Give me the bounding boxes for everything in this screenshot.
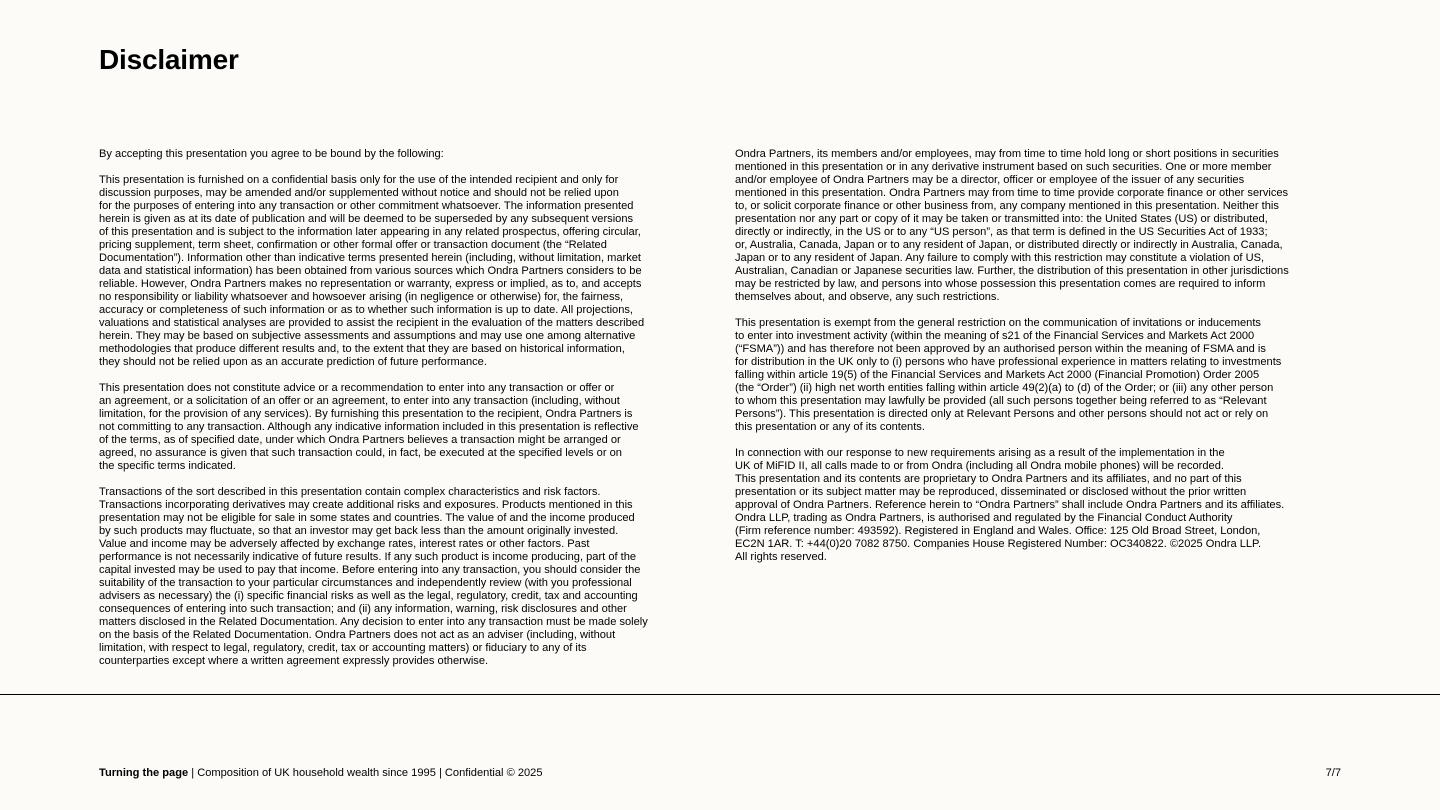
paragraph-line: In connection with our response to new requirements arising as a result of the implementation in the [735,447,1225,459]
paragraph-line: or, Australia, Canada, Japan or to any resident of Japan, or distributed directly or indirectly in Australia, Canada, [735,239,1283,251]
paragraph-line: on the basis of the Related Documentation. Ondra Partners does not act as an adviser (including, without [99,629,616,641]
paragraph-line: valuations and statistical analyses are provided to assist the recipient in the evaluation of the matters described [99,317,645,329]
disclaimer-paragraph [99,486,648,668]
disclaimer-paragraph [99,148,648,161]
paragraph-line: pricing supplement, term sheet, confirmation or other formal offer or transaction document (the “Related [99,239,607,251]
paragraph-line: of the terms, as of specified date, under which Ondra Partners believes a transaction might be arranged or [99,434,621,446]
disclaimer-left-column [99,148,648,681]
paragraph-line: approval of Ondra Partners. Reference herein to “Ondra Partners” shall include Ondra Partners and its affiliates. [735,499,1285,511]
paragraph-line: directly or indirectly, in the US or to any “US person”, as that term is defined in the US Securities Act of 1933; [735,226,1268,238]
page-title: Disclaimer [99,44,239,75]
paragraph-line: by such products may fluctuate, so that an investor may get back less than the amount originally invested. [99,525,619,537]
paragraph-line: accuracy or completeness of such information or as to whether such information is up to date. All projections, [99,304,634,316]
paragraph-line: they should not be relied upon as an accurate prediction of future performance. [99,356,487,368]
paragraph-line: this presentation or any of its contents. [735,421,925,433]
paragraph-line: discussion purposes, may be amended and/or supplemented without notice and should not be relied upon [99,187,619,199]
paragraph-line: data and statistical information) has been obtained from various sources which Ondra Partners considers to be [99,265,642,277]
paragraph-line: (the “Order”) (ii) high net worth entities falling within article 49(2)(a) to (d) of the Order; or (iii) any other person [735,382,1274,394]
paragraph-line: no responsibility or liability whatsoever and howsoever arising (in negligence or otherwise) for, the fairness, [99,291,624,303]
paragraph-line: to, or solicit corporate finance or other business from, any company mentioned in this presentation. Neither this [735,200,1279,212]
paragraph-line: Transactions incorporating derivatives may create additional risks and exposures. Products mentioned in this [99,499,633,511]
paragraph-line: advisers as necessary) the (i) specific financial risks as well as the legal, regulatory, credit, tax and accounting [99,590,638,602]
footer-text [99,766,543,780]
paragraph-line: herein is given as at its date of publication and will be deemed to be superseded by any subsequent versions [99,213,634,225]
paragraph-line: to whom this presentation may lawfully be provided (all such persons together being referred to as “Relevant [735,395,1267,407]
footer-details: | Composition of UK household wealth since 1995 | Confidential © 2025 [188,767,543,779]
disclaimer-paragraph [735,317,1289,434]
disclaimer-paragraph [735,447,1289,564]
paragraph-line: and/or employee of Ondra Partners may be a director, officer or employee of the issuer of any securities [735,174,1245,186]
paragraph-line: performance is not necessarily indicative of future results. If any such product is income producing, part of the [99,551,637,563]
footer-brand: Turning the page [99,767,189,779]
paragraph-line: agreed, no assurance is given that such transaction could, in fact, be executed at the specified levels or on [99,447,622,459]
paragraph-line: This presentation and its contents are proprietary to Ondra Partners and its affiliates, and no part of this [735,473,1242,485]
page-number: 7/7 [1325,767,1341,779]
paragraph-line: limitation, for the provision of any services). By furnishing this presentation to the recipient, Ondra Partners is [99,408,633,420]
paragraph-line: (Firm reference number: 493592). Registered in England and Wales. Office: 125 Old Broad Street, London, [735,525,1261,537]
paragraph-line: methodologies that produce different results and, to the extent that they are based on historical information, [99,343,625,355]
paragraph-line: falling within article 19(5) of the Financial Services and Markets Act 2000 (Financial Promotion) Order 2005 [735,369,1260,381]
paragraph-line: of this presentation and is subject to the information later appearing in any related prospectus, offering circular, [99,226,641,238]
paragraph-line: This presentation does not constitute advice or a recommendation to enter into any transaction or offer or [99,382,615,394]
paragraph-line: matters disclosed in the Related Documentation. Any decision to enter into any transaction must be made solely [99,616,648,628]
paragraph-line: consequences of entering into such transaction; and (ii) any information, warning, risk disclosures and other [99,603,627,615]
footer-divider [0,694,1440,695]
disclaimer-paragraph [99,174,648,369]
paragraph-line: Japan or to any resident of Japan. Any failure to comply with this restriction may constitute a violation of US, [735,252,1265,264]
paragraph-line: This presentation is exempt from the general restriction on the communication of invitations or inducements [735,317,1261,329]
paragraph-line: to enter into investment activity (within the meaning of s21 of the Financial Services and Markets Act 2000 [735,330,1255,342]
paragraph-line: an agreement, or a solicitation of an offer or an agreement, to enter into any transaction (including, without [99,395,620,407]
paragraph-line: may be restricted by law, and persons into whose possession this presentation comes are required to inform [735,278,1266,290]
paragraph-line: EC2N 1AR. T: +44(0)20 7082 8750. Companies House Registered Number: OC340822. ©2025 Ondra LLP. [735,538,1262,550]
paragraph-line: themselves about, and observe, any such restrictions. [735,291,1000,303]
paragraph-line: limitation, with respect to legal, regulatory, credit, tax or accounting matters) or fiduciary to any of its [99,642,587,654]
paragraph-line: not committing to any transaction. Although any indicative information included in this presentation is reflective [99,421,639,433]
paragraph-line: reliable. However, Ondra Partners makes no representation or warranty, express or implied, as to, and accepts [99,278,642,290]
paragraph-line: Value and income may be adversely affected by exchange rates, interest rates or other factors. Past [99,538,590,550]
paragraph-line: (“FSMA”)) and has therefore not been approved by an authorised person within the meaning of FSMA and is [735,343,1266,355]
paragraph-line: presentation or its subject matter may be reproduced, disseminated or disclosed without the prior written [735,486,1247,498]
paragraph-line: for the purposes of entering into any transaction or other commitment whatsoever. The information presented [99,200,634,212]
paragraph-line: presentation may not be eligible for sale in some states and countries. The value of and the income produced [99,512,635,524]
disclaimer-paragraph [99,382,648,473]
disclaimer-right-column [735,148,1289,577]
paragraph-line: This presentation is furnished on a confidential basis only for the use of the intended recipient and only for [99,174,619,186]
paragraph-line: All rights reserved. [735,551,827,563]
paragraph-line: herein. They may be based on subjective assessments and assumptions and may use one among alternative [99,330,636,342]
paragraph-line: mentioned in this presentation. Ondra Partners may from time to time provide corporate finance or other services [735,187,1289,199]
paragraph-line: suitability of the transaction to your particular circumstances and independently review (with you professional [99,577,632,589]
paragraph-line: counterparties except where a written agreement expressly provides otherwise. [99,655,489,667]
paragraph-line: mentioned in this presentation or in any derivative instrument based on such securities. One or more member [735,161,1272,173]
paragraph-line: the specific terms indicated. [99,460,236,472]
paragraph-line: Persons”). This presentation is directed only at Relevant Persons and other persons should not act or rely on [735,408,1269,420]
paragraph-line: Ondra Partners, its members and/or employees, may from time to time hold long or short positions in securities [735,148,1279,160]
paragraph-line: presentation nor any part or copy of it may be taken or transmitted into: the United States (US) or distributed, [735,213,1268,225]
paragraph-line: Australian, Canadian or Japanese securities law. Further, the distribution of this presentation in other jurisdictions [735,265,1289,277]
paragraph-line: Ondra LLP, trading as Ondra Partners, is authorised and regulated by the Financial Conduct Authority [735,512,1233,524]
paragraph-line: for distribution in the UK only to (i) persons who have professional experience in matters relating to investments [735,356,1282,368]
paragraph-line: UK of MiFID II, all calls made to or from Ondra (including all Ondra mobile phones) will be recorded. [735,460,1224,472]
paragraph-line: Documentation”). Information other than indicative terms presented herein (including, without limitation, market [99,252,642,264]
paragraph-line: By accepting this presentation you agree to be bound by the following: [99,148,444,160]
paragraph-line: capital invested may be used to pay that income. Before entering into any transaction, you should consider the [99,564,641,576]
paragraph-line: Transactions of the sort described in this presentation contain complex characteristics and risk factors. [99,486,601,498]
disclaimer-paragraph [735,148,1289,304]
